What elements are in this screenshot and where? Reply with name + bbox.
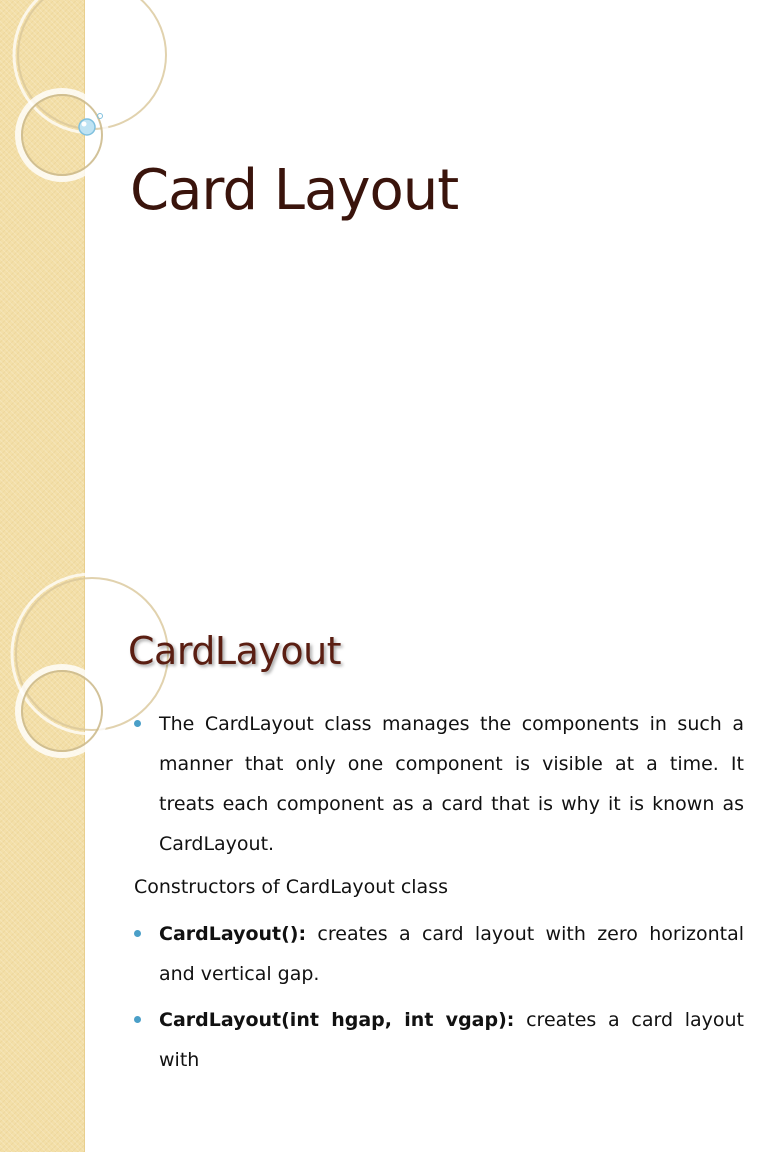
decorative-side-band [0,576,85,1152]
bullet-icon [134,930,141,937]
constructor-description: creates a card layout with zero horizontal and vertical gap. [159,923,744,985]
list-item [134,1000,744,1080]
decorative-rings [0,576,84,1152]
content-slide [0,576,768,1152]
constructor-signature: CardLayout(int hgap, int vgap): [159,1009,515,1031]
bullet-icon [134,720,141,727]
constructor-description: creates a card layout with [159,1009,745,1071]
slide-title: CardLayout [128,629,342,673]
bullet-icon [134,1016,141,1023]
slide-title: Card Layout [130,158,459,223]
bubble-icon [0,0,110,140]
list-item [134,704,744,864]
list-item [134,914,744,994]
constructor-signature: CardLayout(): [159,923,307,945]
constructors-heading: Constructors of CardLayout class [134,876,449,898]
slide-body [134,704,744,1080]
bullet-text: The CardLayout class manages the components in such a manner that only one component is visible at a time. It treats each component as a card that is why it is known as CardLayout. [159,713,744,855]
